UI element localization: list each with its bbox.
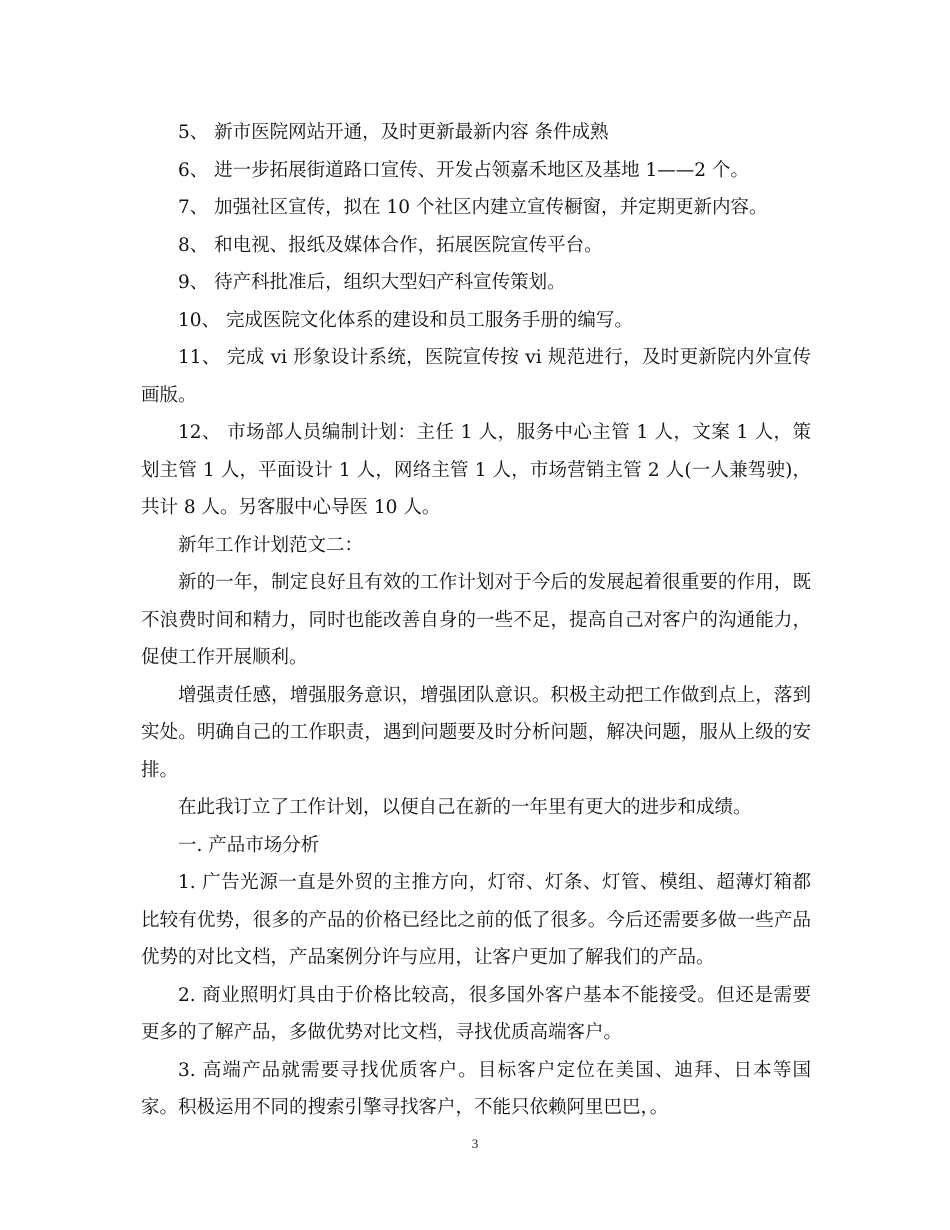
list-item-12: 12、 市场部人员编制计划：主任 1 人，服务中心主管 1 人，文案 1 人，策划主管 1 人，平面设计 1 人，网络主管 1 人，市场营销主管 2 人(一人兼驾驶)，共计 8 人。另客服中心导医 10 人。 [141,422,811,518]
section-heading: 新年工作计划范文二： [178,534,364,556]
list-item-8: 8、 和电视、报纸及媒体合作，拓展医院宣传平台。 [178,234,603,256]
list-item-10: 10、 完成医院文化体系的建设和员工服务手册的编写。 [178,309,633,331]
numbered-paragraph: 1. 广告光源一直是外贸的主推方向，灯帘、灯条、灯管、模组、超薄灯箱都比较有优势，很多的产品的价格已经比之前的低了很多。今后还需要多做一些产品优势的对比文档，产品案例分许与应用，让客户更加了解我们的产品。 [141,872,811,968]
list-item-6: 6、 进一步拓展街道路口宣传、开发占领嘉禾地区及基地 1——2 个。 [178,159,749,181]
subsection-heading: 一. 产品市场分析 [178,834,320,856]
document-body [141,114,811,1127]
list-item-5: 5、 新市医院网站开通，及时更新最新内容 条件成熟 [178,122,609,143]
list-item-11: 11、 完成 vi 形象设计系统，医院宣传按 vi 规范进行，及时更新院内外宣传画版。 [141,347,811,406]
page-number: 3 [471,1136,479,1151]
body-paragraph: 在此我订立了工作计划，以便自己在新的一年里有更大的进步和成绩。 [178,797,752,818]
numbered-paragraph: 2. 商业照明灯具由于价格比较高，很多国外客户基本不能接受。但还是需要更多的了解产品，多做优势对比文档，寻找优质高端客户。 [141,984,811,1043]
list-item-7: 7、 加强社区宣传，拟在 10 个社区内建立宣传橱窗，并定期更新内容。 [178,197,768,218]
body-paragraph: 增强责任感，增强服务意识，增强团队意识。积极主动把工作做到点上，落到实处。明确自己的工作职责，遇到问题要及时分析问题，解决问题，服从上级的安排。 [141,684,811,781]
numbered-paragraph: 3. 高端产品就需要寻找优质客户。目标客户定位在美国、迪拜、日本等国家。积极运用不同的搜索引擎寻找客户，不能只依赖阿里巴巴，。 [141,1059,811,1118]
body-paragraph: 新的一年，制定良好且有效的工作计划对于今后的发展起着很重要的作用，既不浪费时间和精力，同时也能改善自身的一些不足，提高自己对客户的沟通能力，促使工作开展顺利。 [141,572,811,668]
list-item-9: 9、 待产科批准后，组织大型妇产科宣传策划。 [178,272,566,293]
